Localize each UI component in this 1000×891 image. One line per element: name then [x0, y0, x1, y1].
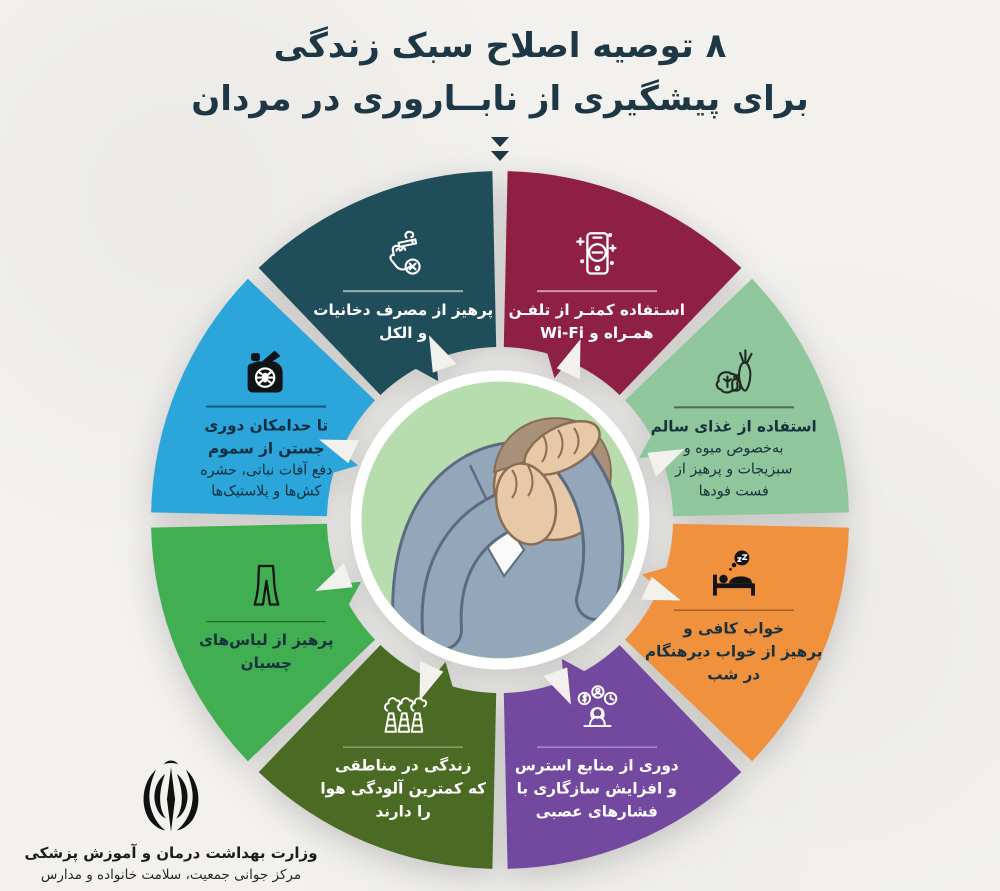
title-line-2: برای پیشگیری از نابــاروری در مردان [191, 78, 809, 119]
footer-center-name: مرکز جوانی جمعیت، سلامت خانواده و مدارس [40, 866, 302, 883]
segment-label-line: تا حدامکان دوری [204, 416, 329, 435]
segment-label-line: پرهیز از خواب دیرهنگام [644, 643, 823, 661]
segment-label-line: به‌خصوص میوه و [683, 440, 784, 457]
segment-label-line: که کمترین آلودگی هوا [320, 779, 486, 798]
segment-label-line: همـراه و Wi-Fi [540, 324, 654, 343]
segment-label-line: و افزایش سازگاری با [516, 779, 677, 798]
segment-label-line: زندگی در مناطقی [334, 756, 472, 775]
segment-label-line: چسبان [240, 654, 292, 673]
title-line-1: ۸ توصیه اصلاح سبک زندگی [273, 26, 727, 66]
segment-label-line: دوری از منابع استرس [514, 756, 679, 775]
segment-label-line: سبزیجات و پرهیز از [675, 461, 793, 478]
footer [16, 756, 326, 885]
segment-label-line: فست فودها [698, 483, 769, 500]
segment-label-line: و الکل [379, 324, 428, 343]
segment-label-line: پرهیز از لباس‌های [199, 631, 334, 650]
segment-label-line: جستن از سموم [208, 439, 325, 458]
iran-emblem-logo [134, 756, 208, 838]
segment-label-line: کش‌ها و پلاستیک‌ها [211, 484, 322, 501]
segment-label-line: در شب [707, 666, 761, 685]
segment-label-line: خواب کافی و [683, 619, 785, 638]
segment-label-line: را دارند [375, 802, 431, 821]
segment-label-line: استفاده از غذای سالم [650, 417, 817, 436]
stressed-man-illustration [356, 376, 644, 680]
segment-label-line: پرهیز از مصرف دخانیات [313, 300, 494, 319]
footer-org-name: وزارت بهداشت درمان و آموزش پزشکی [24, 844, 318, 863]
segment-label-line: اسـتفاده کمتـر از تلفـن [508, 300, 685, 319]
segment-label-line: فشارهای عصبی [535, 802, 658, 821]
segment-label-line: دفع آفات نباتی، حشره [200, 462, 333, 479]
